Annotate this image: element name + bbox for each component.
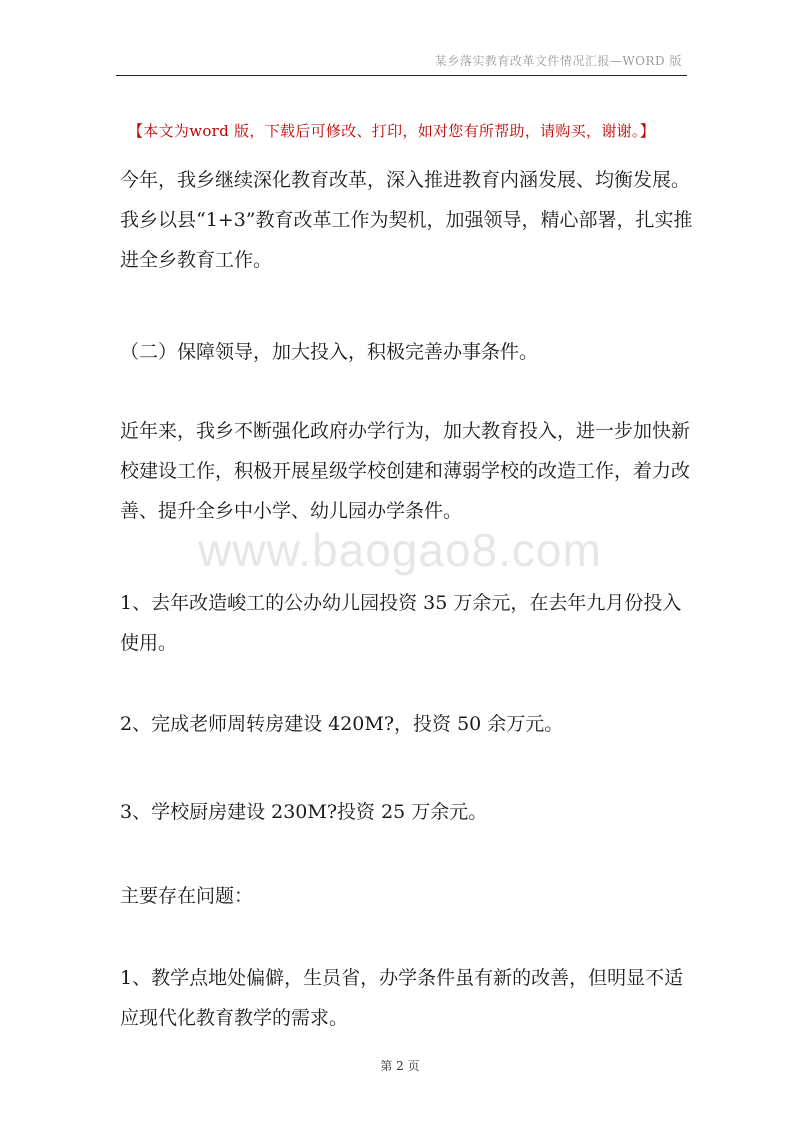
paragraph-investment: 近年来，我乡不断强化政府办学行为，加大教育投入，进一步加快新校建设工作，积极开展星级学校创建和薄弱学校的改造工作，着力改善、提升全乡中小学、幼儿园办学条件。 xyxy=(120,420,691,522)
problem-item-1: 1、教学点地处偏僻，生员省，办学条件虽有新的改善，但明显不适应现代化教育教学的需求。 xyxy=(120,967,684,1029)
list-item-1: 1、去年改造峻工的公办幼儿园投资 35 万余元，在去年九月份投入使用。 xyxy=(120,592,682,654)
paragraph-section-heading: （二）保障领导，加大投入，积极完善办事条件。 xyxy=(120,341,539,363)
page-number: 第 2 页 xyxy=(380,1059,420,1073)
download-notice: 【本文为word 版，下载后可修改、打印，如对您有所帮助，请购买，谢谢。】 xyxy=(128,122,656,140)
header-title: 某乡落实教育改革文件情况汇报—WORD 版 xyxy=(434,54,682,68)
watermark: www.baogao8.com xyxy=(198,524,602,576)
header-divider xyxy=(116,75,687,76)
problems-heading: 主要存在问题： xyxy=(120,885,254,907)
paragraph-intro: 今年，我乡继续深化教育改革，深入推进教育内涵发展、均衡发展。我乡以县“1+3”教育改革工作为契机，加强领导，精心部署，扎实推进全乡教育工作。 xyxy=(120,169,693,271)
list-item-3: 3、学校厨房建设 230M?投资 25 万余元。 xyxy=(120,801,488,823)
list-item-2: 2、完成老师周转房建设 420M?，投资 50 余万元。 xyxy=(120,713,564,735)
